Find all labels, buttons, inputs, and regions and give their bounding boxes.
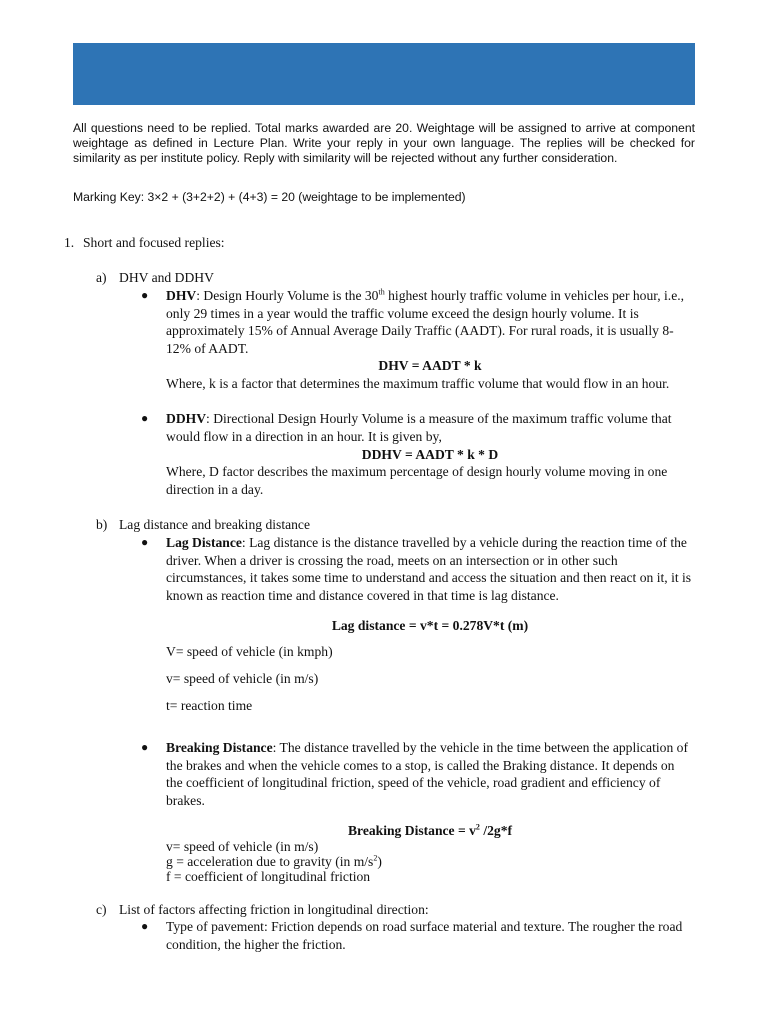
bullet-dot: ●: [141, 411, 149, 425]
lag-paragraph: [166, 534, 694, 604]
ddhv-paragraph: [166, 410, 694, 445]
breaking-term: Breaking Distance: [166, 740, 273, 755]
dhv-text: : Design Hourly Volume is the 30: [196, 288, 379, 303]
subquestion-label-b: b): [96, 517, 108, 532]
subquestion-label-a: a): [96, 270, 107, 285]
ddhv-formula: DDHV = AADT * k * D: [361, 447, 499, 462]
question-number: 1.: [64, 235, 75, 250]
bullet-dot: ●: [141, 919, 149, 933]
subquestion-title-c: List of factors affecting friction in longitudinal direction:: [119, 902, 429, 917]
instructions-paragraph: All questions need to be replied. Total marks awarded are 20. Weightage will be assigned to arrive at component weightage as defined in Lecture Plan. Write your reply in your own language. The replies will be checked for similarity as per institute policy. Reply with similarity will be rejected without any further consideration.: [73, 121, 695, 165]
ddhv-term: DDHV: [166, 411, 207, 426]
lag-term: Lag Distance: [166, 535, 242, 550]
breaking-var-v: v= speed of vehicle (in m/s): [166, 839, 319, 854]
breaking-paragraph: [166, 739, 694, 809]
lag-text: : Lag distance is the distance travelled by a vehicle during the reaction time of the driver. When a driver is crossing the road, meets on an intersection or in other such circumstances, it takes some time to understand and access the situation and then react on it, it is known as reaction time and distance covered in that time is lag distance.: [166, 535, 692, 603]
breaking-var-f: f = coefficient of longitudinal friction: [166, 869, 371, 884]
subquestion-label-c: c): [96, 902, 107, 917]
marking-key: Marking Key: 3×2 + (3+2+2) + (4+3) = 20 (weightage to be implemented): [73, 190, 466, 204]
dhv-text-rest: highest hourly traffic volume in vehicles per hour, i.e., only 29 times in a year would the traffic volume exceed the design hourly volume. It is approximately 15% of Annual Average Daily Traffic (AADT). For rural roads, it is usually 8-12% of AADT.: [166, 288, 685, 356]
pavement-paragraph: Type of pavement: Friction depends on road surface material and texture. The rougher the road condition, the higher the friction.: [166, 919, 683, 952]
dhv-sup: th: [378, 287, 385, 297]
bullet-dot: ●: [141, 740, 149, 754]
subquestion-title-b: Lag distance and breaking distance: [119, 517, 310, 532]
lag-var-V: V= speed of vehicle (in kmph): [166, 644, 333, 659]
dhv-formula: DHV = AADT * k: [378, 358, 482, 373]
breaking-formula: Breaking Distance = $v^2$ /2g*f: [347, 822, 513, 838]
ddhv-text: : Directional Design Hourly Volume is a measure of the maximum traffic volume that would flow in a direction in an hour. It is given by,: [166, 411, 672, 444]
lag-formula: Lag distance = v*t = 0.278V*t (m): [331, 618, 529, 633]
lag-var-v: v= speed of vehicle (in m/s): [166, 671, 319, 686]
dhv-where: Where, k is a factor that determines the maximum traffic volume that would flow in an hour.: [166, 376, 670, 391]
bullet-dot: ●: [141, 535, 149, 549]
dhv-term: DHV: [166, 288, 197, 303]
bullet-dot: ●: [141, 288, 149, 302]
ddhv-where: Where, D factor describes the maximum percentage of design hourly volume moving in one direction in a day.: [166, 464, 668, 497]
breaking-var-g: g = acceleration due to gravity (in $m/s^2$): [166, 853, 382, 869]
breaking-text: : The distance travelled by the vehicle in the time between the application of the brakes and when the vehicle comes to a stop, is called the Braking distance. It depends on the coefficient of longitudinal friction, speed of the vehicle, road gradient and efficiency of brakes.: [166, 740, 688, 808]
header-banner: [73, 43, 695, 105]
question-title: Short and focused replies:: [83, 235, 225, 250]
subquestion-title-a: DHV and DDHV: [119, 270, 214, 285]
lag-var-t: t= reaction time: [166, 698, 253, 713]
dhv-paragraph: [166, 287, 694, 357]
